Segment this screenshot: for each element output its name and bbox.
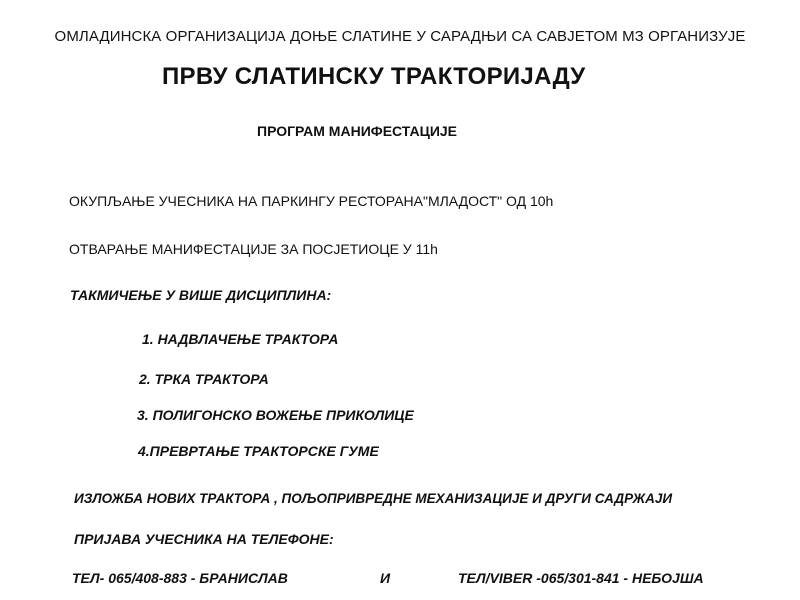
contact-separator: И (380, 570, 391, 586)
program-subtitle: ПРОГРАМ МАНИФЕСТАЦИЈЕ (257, 123, 457, 139)
organizer-header: ОМЛАДИНСКА ОРГАНИЗАЦИЈА ДОЊЕ СЛАТИНЕ У САРАДЊИ СА САВЈЕТОМ МЗ ОРГАНИЗУЈЕ (54, 28, 746, 45)
contact-branislav: ТЕЛ- 065/408-883 - БРАНИСЛАВ (72, 570, 288, 586)
competition-heading: ТАКМИЧЕЊЕ У ВИШЕ ДИСЦИПЛИНА: (70, 287, 332, 303)
registration-heading: ПРИЈАВА УЧЕСНИКА НА ТЕЛЕФОНЕ: (74, 531, 334, 547)
discipline-item: 4.ПРЕВРТАЊЕ ТРАКТОРСКЕ ГУМЕ (138, 443, 379, 459)
opening-info: ОТВАРАЊЕ МАНИФЕСТАЦИЈЕ ЗА ПОСЈЕТИОЦЕ У 11h (69, 241, 438, 257)
exhibition-info: ИЗЛОЖБА НОВИХ ТРАКТОРА , ПОЉОПРИВРЕДНЕ МЕХАНИЗАЦИЈЕ И ДРУГИ САДРЖАЈИ (74, 491, 673, 506)
discipline-item: 3. ПОЛИГОНСКО ВОЖЕЊЕ ПРИКОЛИЦЕ (137, 407, 414, 423)
event-title: ПРВУ СЛАТИНСКУ ТРАКТОРИЈАДУ (162, 63, 586, 90)
contact-nebojsa: ТЕЛ/VIBER -065/301-841 - НЕБОЈША (458, 570, 704, 586)
discipline-item: 1. НАДВЛАЧЕЊЕ ТРАКТОРА (142, 331, 339, 347)
gathering-info: ОКУПЉАЊЕ УЧЕСНИКА НА ПАРКИНГУ РЕСТОРАНА"МЛАДОСТ" ОД 10h (69, 193, 554, 209)
discipline-item: 2. ТРКА ТРАКТОРА (139, 371, 269, 387)
